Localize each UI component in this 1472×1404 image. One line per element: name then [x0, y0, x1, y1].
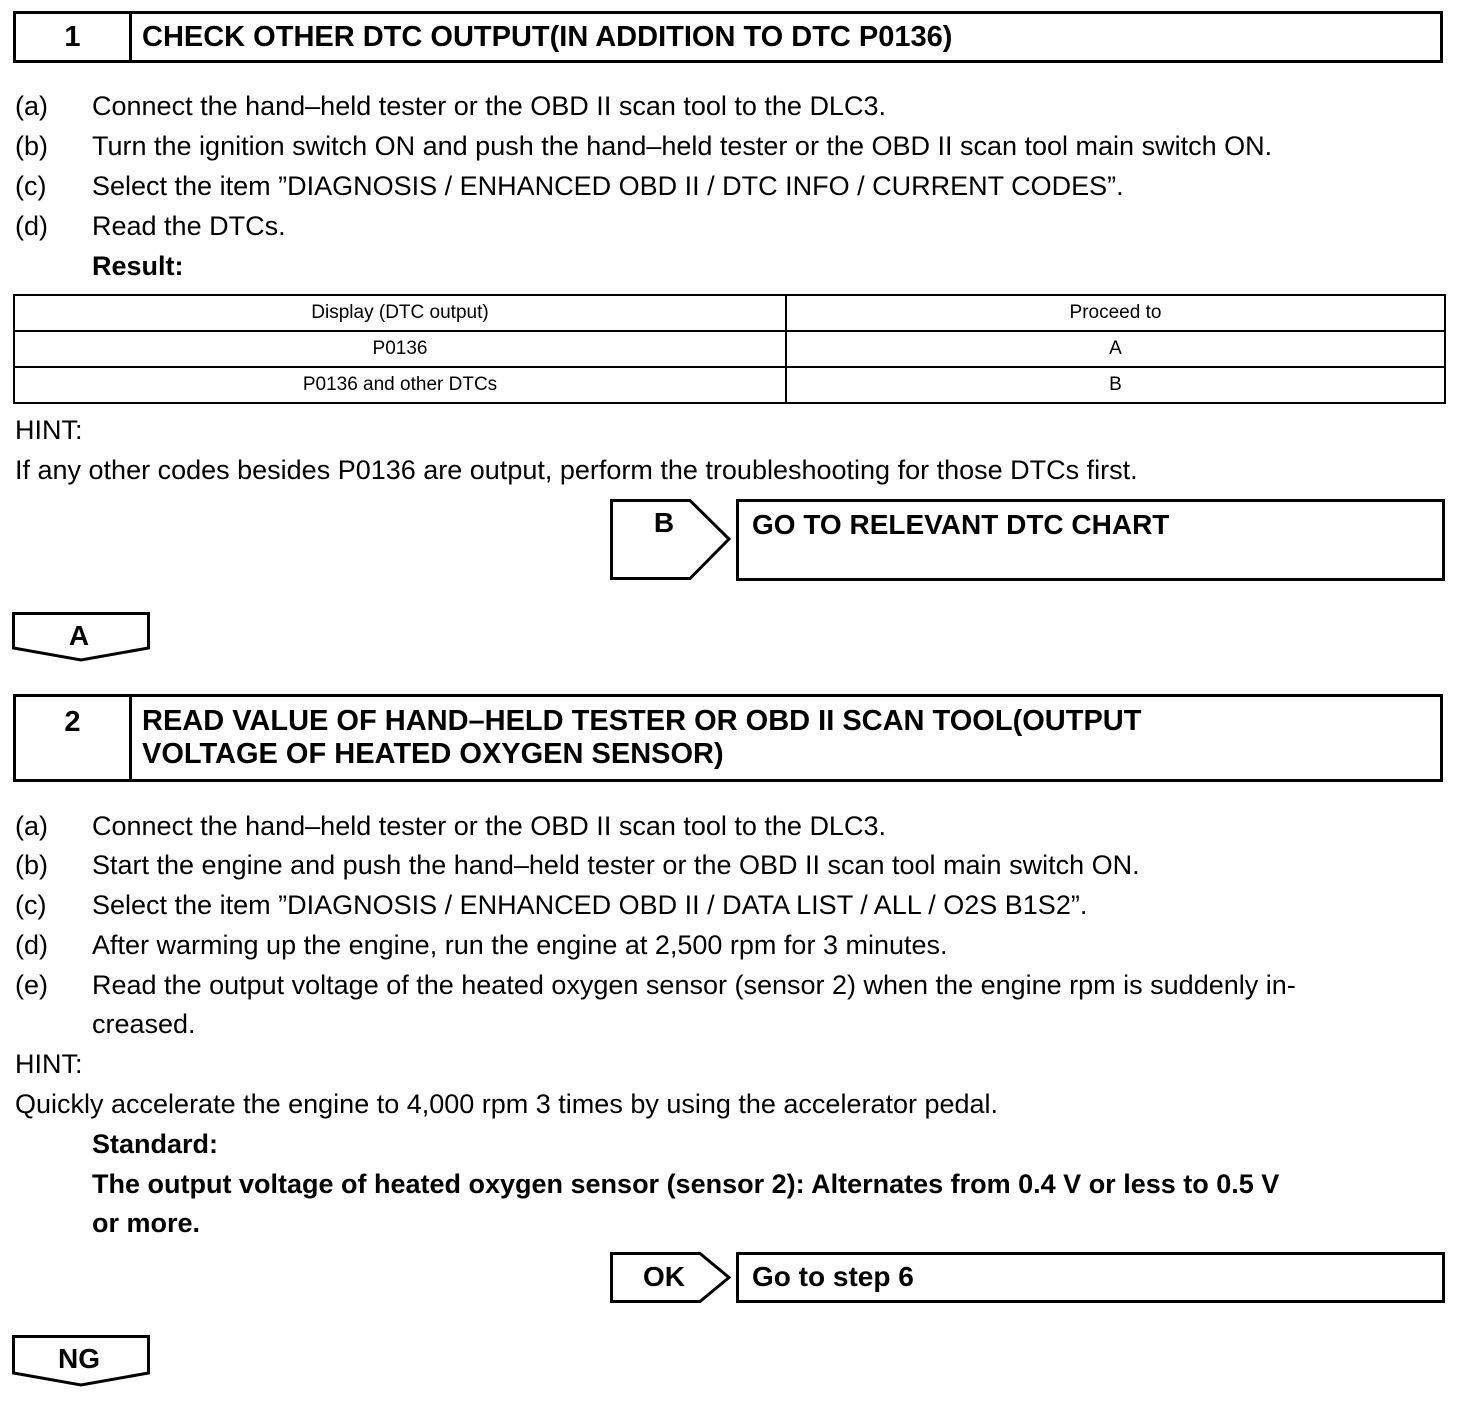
item-label: (d) — [15, 930, 48, 960]
table-cell: A — [786, 331, 1445, 367]
step-1-title: CHECK OTHER DTC OUTPUT(IN ADDITION TO DTC P0136) — [142, 21, 953, 53]
item-text: Select the item ”DIAGNOSIS / ENHANCED OBD II / DTC INFO / CURRENT CODES”. — [92, 171, 1124, 201]
result-label: Result: — [92, 251, 184, 281]
result-ok-text: Go to step 6 — [752, 1261, 914, 1292]
hint-label: HINT: — [15, 1049, 83, 1079]
item-label: (e) — [15, 970, 48, 1000]
result-b-text: GO TO RELEVANT DTC CHART — [752, 509, 1170, 540]
step-2-title-line-1: READ VALUE OF HAND–HELD TESTER OR OBD II SCAN TOOL(OUTPUT — [142, 705, 1142, 737]
item-text-continued: creased. — [92, 1009, 196, 1039]
item-text: Read the output voltage of the heated oxygen sensor (sensor 2) when the engine rpm is suddenly in- — [92, 970, 1296, 1000]
hint-text: If any other codes besides P0136 are output, perform the troubleshooting for those DTCs first. — [15, 455, 1138, 485]
result-b-tag: B — [653, 507, 675, 538]
hint-label: HINT: — [15, 415, 83, 445]
step-2-title-line-2: VOLTAGE OF HEATED OXYGEN SENSOR) — [142, 738, 724, 770]
table-cell: P0136 — [14, 331, 786, 367]
table-row — [14, 367, 1445, 403]
result-ok-tag: OK — [643, 1261, 685, 1292]
step-2-header — [13, 694, 1443, 782]
result-a-tag: A — [68, 620, 90, 651]
item-text: Select the item ”DIAGNOSIS / ENHANCED OBD II / DATA LIST / ALL / O2S B1S2”. — [92, 890, 1088, 920]
result-b-box — [736, 499, 1445, 581]
item-text: Turn the ignition switch ON and push the hand–held tester or the OBD II scan tool main switch ON. — [92, 131, 1273, 161]
item-label: (c) — [15, 890, 47, 920]
item-label: (a) — [15, 811, 48, 841]
item-label: (b) — [15, 131, 48, 161]
result-table — [13, 294, 1446, 404]
table-cell: B — [786, 367, 1445, 403]
item-label: (d) — [15, 211, 48, 241]
result-ng-tag: NG — [58, 1343, 100, 1374]
step-1-number: 1 — [16, 14, 132, 60]
table-row — [14, 331, 1445, 367]
step-1-header — [13, 11, 1443, 63]
table-cell: P0136 and other DTCs — [14, 367, 786, 403]
table-header: Display (DTC output) — [14, 295, 786, 331]
item-text: After warming up the engine, run the engine at 2,500 rpm for 3 minutes. — [92, 930, 948, 960]
item-label: (a) — [15, 91, 48, 121]
table-header-row — [14, 295, 1445, 331]
standard-line-2: or more. — [92, 1208, 201, 1238]
item-text: Connect the hand–held tester or the OBD II scan tool to the DLC3. — [92, 811, 886, 841]
item-label: (c) — [15, 171, 47, 201]
step-2-number: 2 — [16, 697, 132, 779]
item-label: (b) — [15, 850, 48, 880]
standard-label: Standard: — [92, 1129, 219, 1159]
hint-text: Quickly accelerate the engine to 4,000 rpm 3 times by using the accelerator pedal. — [15, 1089, 999, 1119]
result-ok-box — [736, 1252, 1445, 1303]
standard-line-1: The output voltage of heated oxygen sensor (sensor 2): Alternates from 0.4 V or less to 0.5 V — [92, 1169, 1280, 1199]
item-text: Read the DTCs. — [92, 211, 286, 241]
item-text: Connect the hand–held tester or the OBD II scan tool to the DLC3. — [92, 91, 886, 121]
table-header: Proceed to — [786, 295, 1445, 331]
item-text: Start the engine and push the hand–held tester or the OBD II scan tool main switch ON. — [92, 850, 1140, 880]
